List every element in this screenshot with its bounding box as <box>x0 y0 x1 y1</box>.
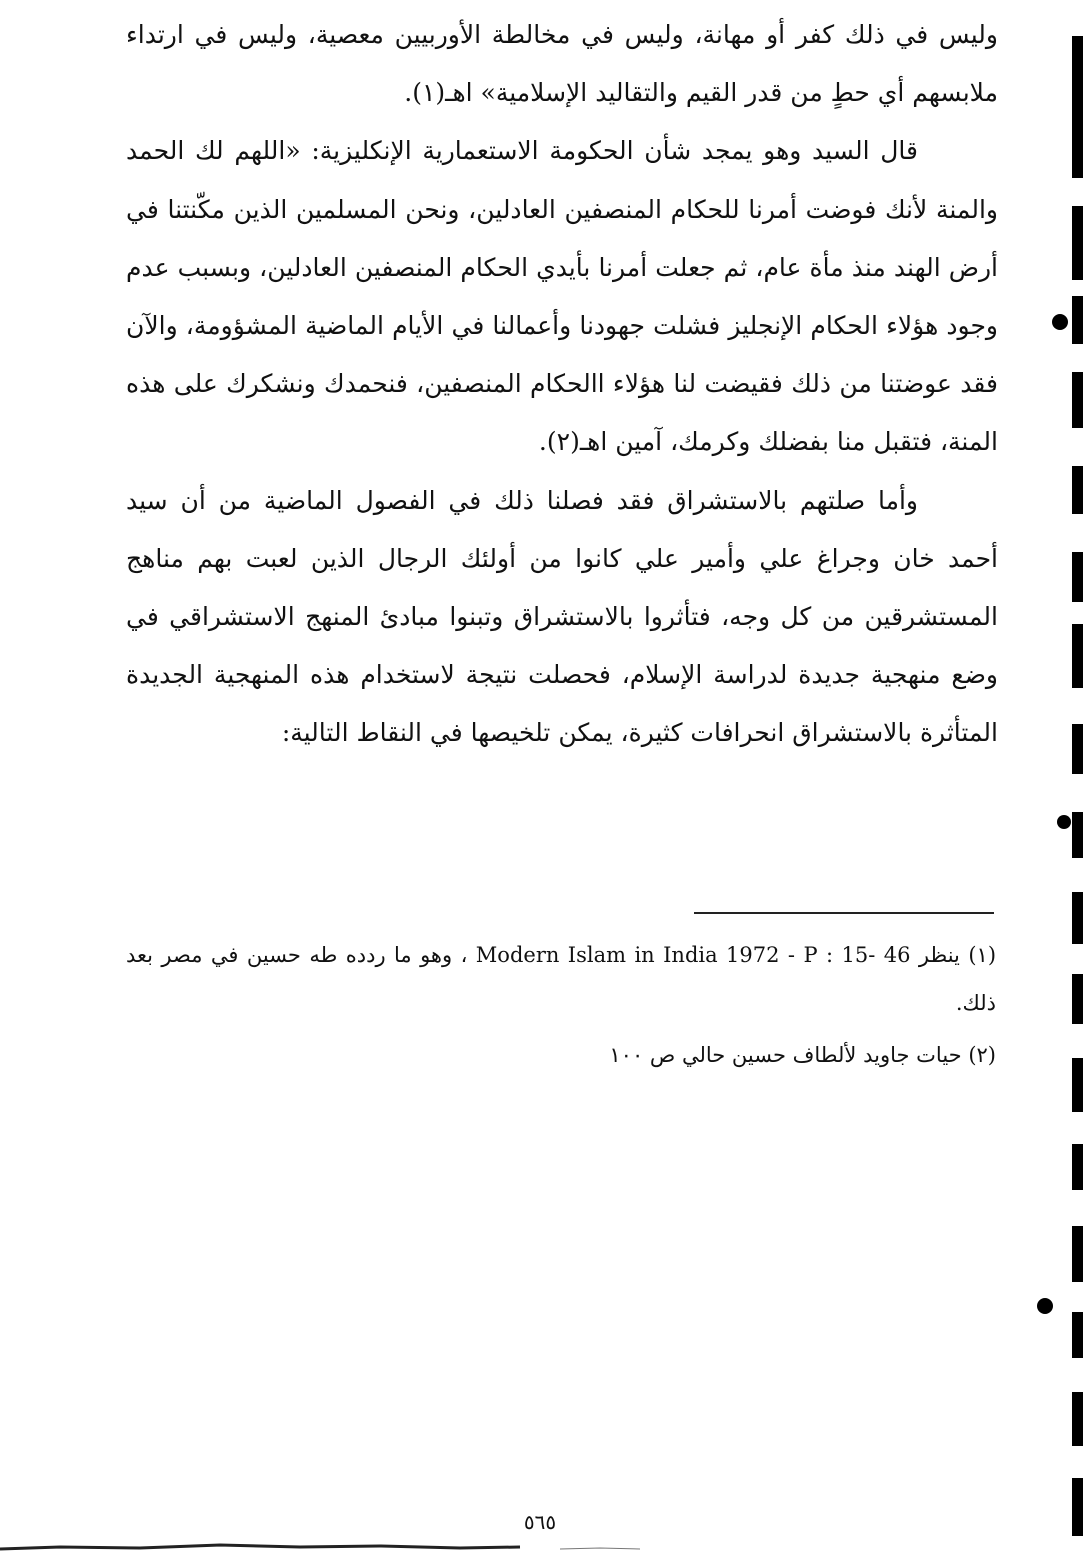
scan-mark <box>1072 892 1083 944</box>
page-number: ٥٦٥ <box>523 1510 557 1534</box>
scan-edge-marks <box>1033 0 1083 1551</box>
footnote-1: (١) ينظر Modern Islam in India 1972 - P : 15- 46 ، وهو ما ردده طه حسين في مصر بعد ذلك. <box>126 943 997 1015</box>
paragraph-3: وأما صلتهم بالاستشراق فقد فصلنا ذلك في الفصول الماضية من أن سيد أحمد خان وجراغ علي وأمير علي كانوا من أولئك الرجال الذين لعبت بهم مناهج المستشرقين من كل وجه، فتأثروا بالاستشراق وتبنوا مبادئ المنهج الاستشراقي في وضع منهجية جديدة لدراسة الإسلام، فحصلت نتيجة لاستخدام هذه المنهجية الجديدة المتأثرة بالاستشراق انحرافات كثيرة، يمكن تلخيصها في النقاط التالية: <box>126 485 998 748</box>
scan-dot <box>1037 1298 1053 1314</box>
footnotes <box>126 931 996 1083</box>
scan-mark <box>1072 206 1083 280</box>
paragraph-2: قال السيد وهو يمجد شأن الحكومة الاستعمارية الإنكليزية: «اللهم لك الحمد والمنة لأنك فوضت أمرنا للحكام المنصفين العادلين، ونحن المسلمين الذين مكّنتنا في أرض الهند منذ مأة عام، ثم جعلت أمرنا بأيدي الحكام المنصفين العادلين، وبسبب عدم وجود هؤلاء الحكام الإنجليز فشلت جهودنا وأعمالنا في الأيام الماضية المشؤومة، والآن فقد عوضتنا من ذلك فقيضت لنا هؤلاء االحكام المنصفين، فنحمدك ونشكرك على هذه المنة، فتقبل منا بفضلك وكرمك، آمين اهـ(٢). <box>126 136 998 457</box>
footnote-separator <box>694 912 994 914</box>
scan-mark <box>1072 1058 1083 1112</box>
scan-mark <box>1072 812 1083 858</box>
paragraph-1: وليس في ذلك كفر أو مهانة، وليس في مخالطة الأوربيين معصية، وليس في ارتداء ملابسهم أي حطٍ من قدر القيم والتقاليد الإسلامية» اهـ(١). <box>126 20 998 108</box>
scan-mark <box>1072 1312 1083 1358</box>
scan-mark <box>1072 724 1083 774</box>
scan-edge-line <box>0 1545 520 1549</box>
scan-mark <box>1072 552 1083 602</box>
scan-edge-speck <box>560 1548 640 1549</box>
scan-mark <box>1072 1144 1083 1190</box>
scan-mark <box>1072 624 1083 688</box>
scan-mark <box>1072 466 1083 514</box>
footnote-2: (٢) حيات جاويد لألطاف حسين حالي ص ١٠٠ <box>609 1043 996 1067</box>
scan-mark <box>1072 1478 1083 1536</box>
scan-dot <box>1057 815 1071 829</box>
scan-mark <box>1072 296 1083 344</box>
scan-bottom-edge <box>0 1531 1083 1551</box>
scan-mark <box>1072 36 1083 124</box>
main-text <box>126 6 998 763</box>
scan-mark <box>1072 974 1083 1024</box>
scan-mark <box>1072 1226 1083 1282</box>
scan-mark <box>1072 120 1083 178</box>
scan-mark <box>1072 372 1083 428</box>
scan-mark <box>1072 1392 1083 1446</box>
scan-dot <box>1052 314 1068 330</box>
